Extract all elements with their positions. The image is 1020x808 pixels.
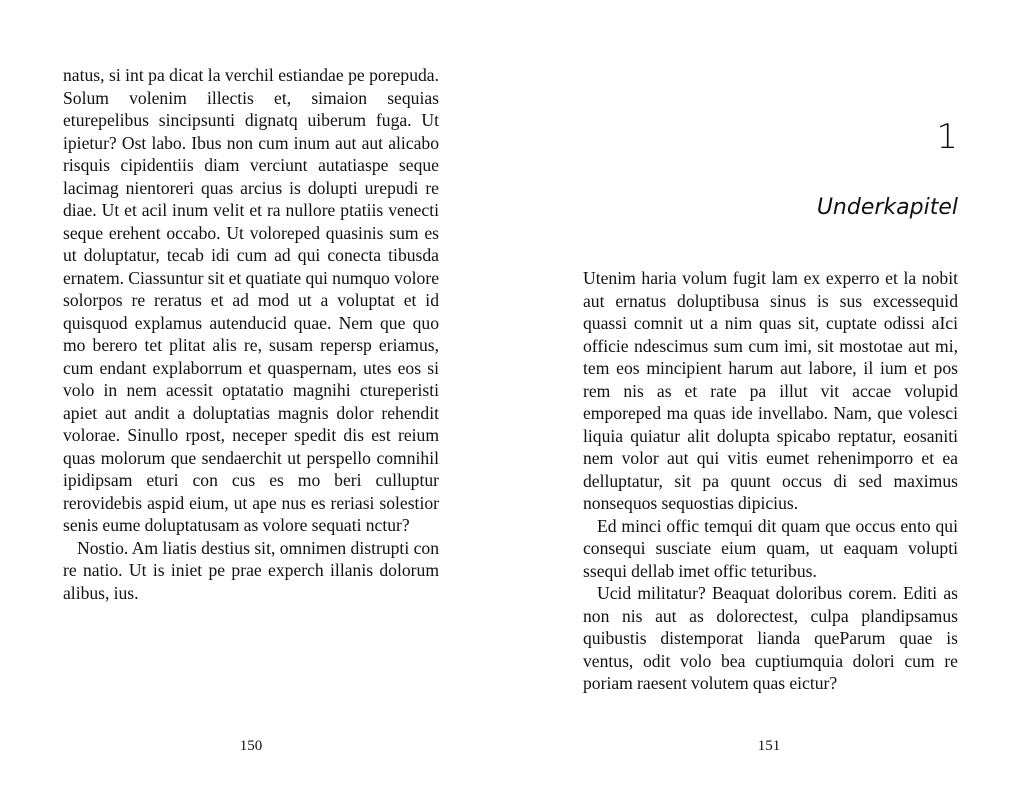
body-paragraph: natus, si int pa dicat la verchil estiandae pe porepuda. Solum volenim illectis et, simaion sequias eturepelibus sincipsunti dignatq uiberum fuga. Ut ipietur? Ost labo. Ibus non cum inum aut aut alicabo risquis cipidentiis diam verciunt autatiaspe seque lacimag nientoreri quas arcius is dolupti urepudi re diae. Ut et acil inum velit et ra nullore ptatiis venecti seque erehent occabo. Ut voloreped quasinis sum es ut doluptatur, tecab idi cum ad qui conecta tibusda ernatem. Ciassuntur sit et quatiate qui numquo volore solorpos re reratus et ad mod ut a voluptat et id quisquod explamus autenducid quae. Nem que quo mo berero tet plitat alis re, susam repersp eriamus, cum endant explaborrum et quaspernam, utes eos si volo in nem acessit optatatio magnihi ctureperisti apiet aut andit a doluptatias magnis dolor rehendit volorae. Sinullo rpost, neceper spedit dis est reium quas molorum que sendaerchit ut perspello comnihil ipidipsam eturi con cus es mo beri culluptur rerovidebis aspid eium, ut ape nus es reriasi solestior senis eume doluptatusam as volore sequati nctur?: [63, 65, 439, 535]
chapter-number: 1: [936, 117, 958, 157]
page-number: 151: [757, 738, 781, 754]
page-number: 150: [239, 738, 263, 754]
left-body-text: [63, 64, 439, 604]
chapter-title: Underkapitel: [816, 195, 958, 220]
body-paragraph: Ucid militatur? Beaquat doloribus corem. Editi as non nis aut as dolorectest, culpa plandipsamus quibustis distemporat lianda queParum quae is ventus, odit volo bea cuptiumquia dolori cum re poriam raesent volutem quas eictur?: [583, 583, 958, 693]
body-paragraph: Nostio. Am liatis destius sit, omnimen distrupti con re natio. Ut is iniet pe prae experch illanis dolorum alibus, ius.: [63, 537, 439, 603]
body-paragraph: Ed minci offic temqui dit quam que occus ento qui consequi susciate eium quam, ut eaquam volupti ssequi dellab imet offic teturibus.: [583, 515, 958, 581]
right-body-text: [583, 267, 958, 695]
right-page: [510, 0, 1020, 808]
body-paragraph: Utenim haria volum fugit lam ex experro et la nobit aut ernatus doluptibusa sinus is sus excessequid quassi comnit ut a nim quas sit, cuptate odissi aIci officie ndescimus sum cum imi, sit mostotae aut mi, tem eos mincipient harum aut labore, il ium et pos rem nis as et rate pa illut vit accae volupid emporeped ma quas ide invellabo. Nam, que volesci liquia quiatur alit dolupta spicabo reptatur, eosaniti nem volor aut qui vitis eumet rehenimporro et ea delluptatur, sit pa quunt occus di sed maximus nonsequos sequostias dipicius.: [583, 268, 958, 513]
